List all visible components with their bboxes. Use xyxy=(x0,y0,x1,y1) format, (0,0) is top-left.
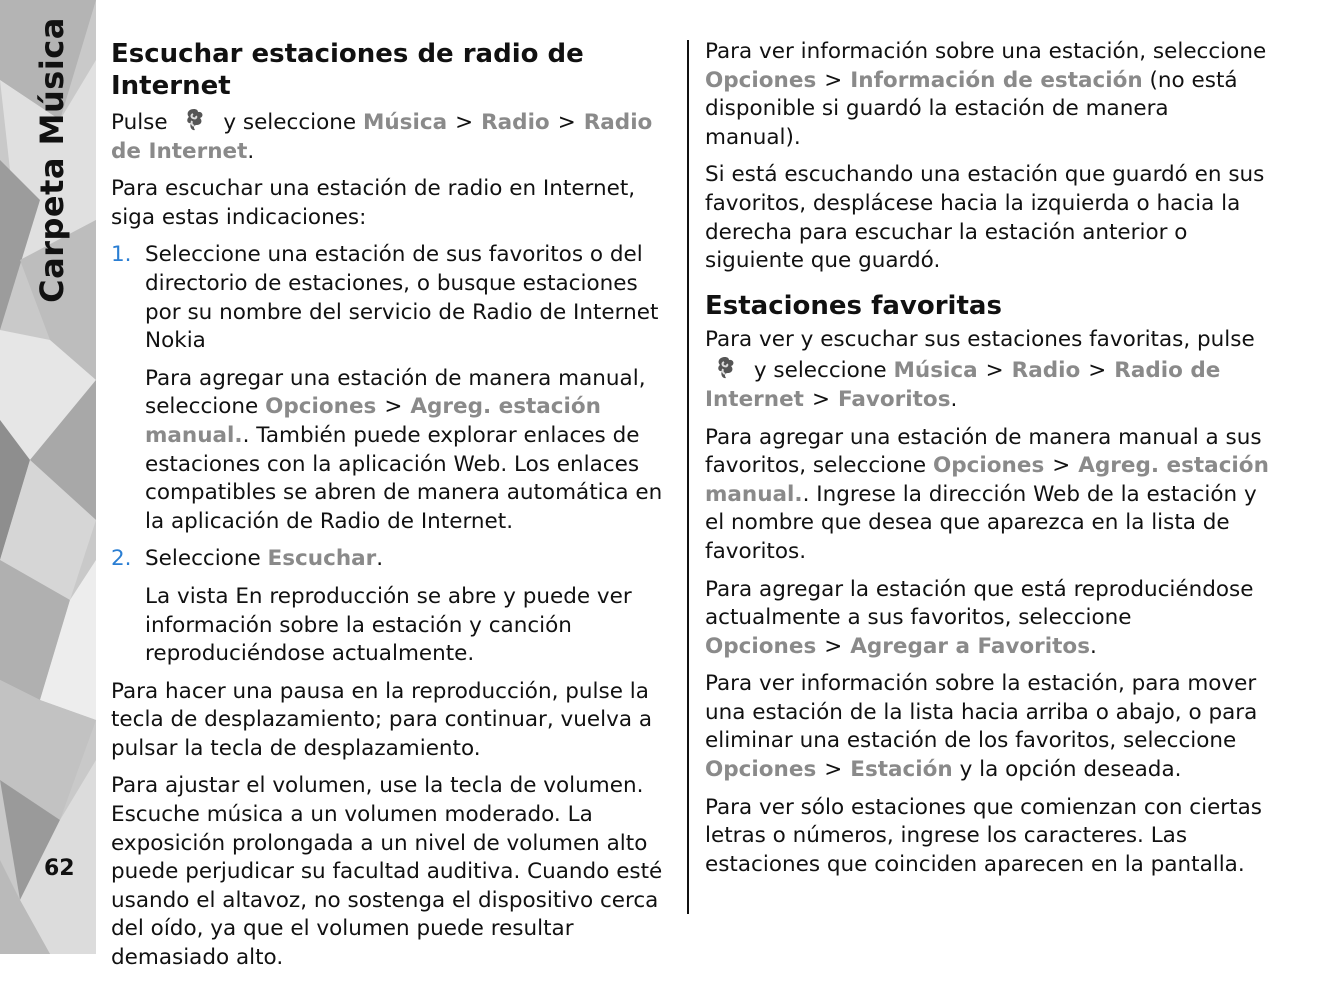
path-separator: > xyxy=(824,67,843,93)
list-item xyxy=(111,545,673,574)
menu-path-item: Agreg. estación manual. xyxy=(145,394,601,448)
path-separator: > xyxy=(455,110,474,135)
path-separator: > xyxy=(1088,358,1107,384)
text: Pulse xyxy=(111,110,168,135)
step-note: La vista En reproducción se abre y puede ver información sobre la estación y canción reproduciéndose actualmente. xyxy=(145,583,632,667)
step-note xyxy=(111,365,673,537)
menu-path-item: Opciones xyxy=(933,453,1045,479)
list-item xyxy=(111,241,673,355)
right-column xyxy=(705,38,1271,888)
menu-path-item: Opciones xyxy=(705,757,817,783)
menu-path-item: Radio de Internet xyxy=(111,110,653,164)
section-title-text: Carpeta Música xyxy=(33,17,71,303)
text: Seleccione xyxy=(145,546,261,572)
paragraph: Para ajustar el volumen, use la tecla de volumen. Escuche música a un volumen moderado. La exposición prolongada a un nivel de volumen alto puede perjudicar su facultad auditiva. Cuando esté usando el altavoz, no sostenga el dispositivo cerca del oído, ya que el volumen puede resultar demasiado alto. xyxy=(111,773,663,971)
text: y seleccione xyxy=(223,110,357,135)
path-separator: > xyxy=(557,110,576,135)
path-separator: > xyxy=(811,386,830,412)
menu-path-item: Radio de Internet xyxy=(705,358,1221,412)
paragraph: Para hacer una pausa en la reproducción, pulse la tecla de desplazamiento; para continuar, vuelva a pulsar la tecla de desplazamiento. xyxy=(111,678,653,761)
text: Para ver información sobre una estación, seleccione xyxy=(705,39,1267,64)
text: y la opción deseada. xyxy=(952,757,1182,783)
section-heading: Estaciones favoritas xyxy=(705,290,1002,321)
paragraph xyxy=(705,576,1271,662)
menu-path-item: Estación xyxy=(850,757,953,783)
paragraph: Si está escuchando una estación que guardó en sus favoritos, desplácese hacia la izquierda o hacia la derecha para escuchar la estación anterior o siguiente que guardó. xyxy=(705,162,1265,274)
menu-path-item: Opciones xyxy=(705,633,817,659)
left-column xyxy=(111,38,673,982)
menu-path-item: Radio xyxy=(1011,358,1081,384)
text: . xyxy=(950,386,958,412)
menu-path-item: Favoritos xyxy=(837,386,951,412)
paragraph: Para ver sólo estaciones que comienzan con ciertas letras o números, ingrese los caracteres. Las estaciones que coinciden aparecen en la pantalla. xyxy=(705,794,1262,877)
text: . xyxy=(376,546,384,572)
text: Para agregar la estación que está reproduciéndose actualmente a sus favoritos, seleccione xyxy=(705,576,1254,631)
side-strip xyxy=(0,0,96,954)
path-separator: > xyxy=(824,757,843,783)
menu-path-item: Agreg. estación manual. xyxy=(705,453,1269,507)
text: . xyxy=(247,138,255,164)
step-text: Seleccione una estación de sus favoritos o del directorio de estaciones, o busque estaciones por su nombre del servicio de Radio de Internet Nokia xyxy=(145,242,659,354)
menu-key-icon xyxy=(711,354,741,384)
column-divider xyxy=(687,40,689,914)
page-number: 62 xyxy=(44,856,75,881)
path-separator: > xyxy=(1052,453,1071,479)
text: . xyxy=(1090,633,1097,659)
menu-path-item: Opciones xyxy=(265,394,377,420)
step-number: 1. xyxy=(111,242,132,268)
menu-key-icon xyxy=(180,106,210,136)
paragraph xyxy=(705,326,1271,415)
menu-path-item: Radio xyxy=(481,110,550,135)
text: Para agregar una estación de manera manual a sus favoritos, seleccione xyxy=(705,424,1262,479)
text: Para ver información sobre la estación, para mover una estación de la lista hacia arriba o abajo, o para eliminar una estación de los favoritos, seleccione xyxy=(705,671,1258,754)
paragraph xyxy=(111,106,673,166)
text: Para ver y escuchar sus estaciones favoritas, pulse xyxy=(705,326,1255,352)
section-heading: Escuchar estaciones de radio de Internet xyxy=(111,39,584,101)
paragraph: Para escuchar una estación de radio en Internet, siga estas indicaciones: xyxy=(111,176,636,230)
paragraph xyxy=(705,38,1271,152)
path-separator: > xyxy=(384,394,403,420)
path-separator: > xyxy=(824,633,843,659)
paragraph xyxy=(705,670,1271,784)
text: . También puede explorar enlaces de estaciones con la aplicación Web. Los enlaces compatibles se abren de manera automática en la aplicación de Radio de Internet. xyxy=(145,422,663,534)
menu-path-item: Música xyxy=(362,110,448,135)
menu-path-item: Agregar a Favoritos xyxy=(850,633,1090,659)
text: Para agregar una estación de manera manual, seleccione xyxy=(145,365,646,420)
menu-path-item: Música xyxy=(893,358,978,384)
paragraph xyxy=(705,424,1271,567)
text: (no está disponible si guardó la estación de manera manual). xyxy=(705,67,1238,150)
step-number: 2. xyxy=(111,546,132,572)
menu-path-item: Escuchar xyxy=(267,546,377,572)
path-separator: > xyxy=(985,358,1004,384)
section-title xyxy=(4,17,96,303)
menu-path-item: Opciones xyxy=(705,67,817,93)
text: . Ingrese la dirección Web de la estación y el nombre que desea que aparezca en la lista de favoritos. xyxy=(705,481,1257,564)
text: y seleccione xyxy=(753,358,887,384)
menu-path-item: Información de estación xyxy=(850,67,1143,93)
